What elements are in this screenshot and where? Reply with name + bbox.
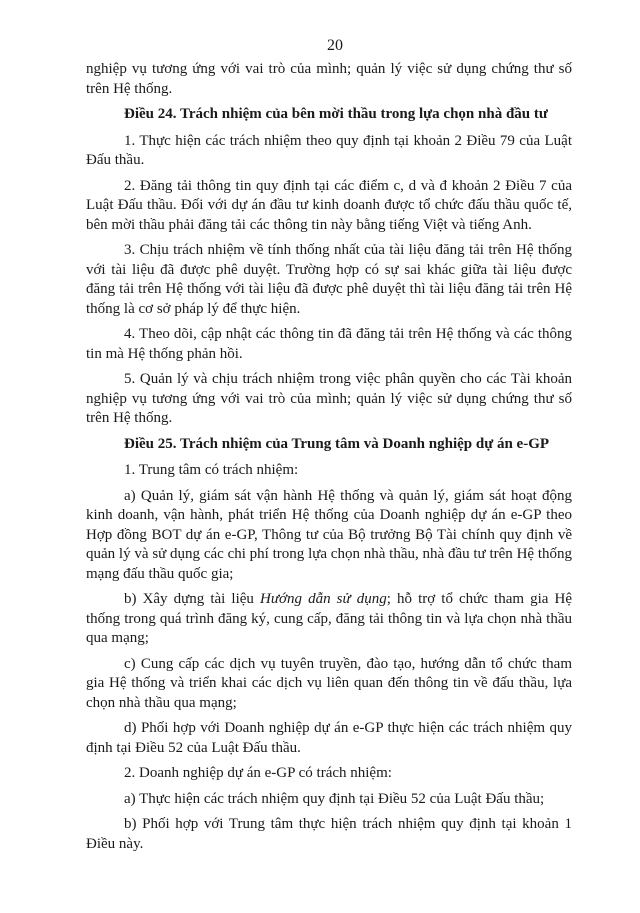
- article-24-item-5: 5. Quản lý và chịu trách nhiệm trong việc phân quyền cho các Tài khoản nghiệp vụ tương ứng với vai trò của mình; quản lý việc sử dụng chứng thư số trên Hệ thống.: [86, 371, 572, 426]
- article-25-center-a: a) Quản lý, giám sát vận hành Hệ thống và quản lý, giám sát hoạt động kinh doanh, vận hành, phát triển Hệ thống của Doanh nghiệp dự án e-GP theo Hợp đồng BOT dự án e-GP, Thông tư của Bộ trưởng Bộ Tài chính quy định về quản lý và sử dụng các chi phí trong lựa chọn nhà thầu, nhà đầu tư trên Hệ thống mạng đấu thầu quốc gia;: [86, 487, 572, 582]
- page-number: 20: [327, 37, 343, 54]
- center-b-text-post: ; hỗ trợ tổ chức tham gia Hệ thống trong quá trình đăng ký, cung cấp, đăng tải thông tin và lựa chọn nhà thầu qua mạng;: [86, 591, 573, 646]
- article-25-center-b: [86, 590, 572, 649]
- article-25-center-intro: 1. Trung tâm có trách nhiệm:: [124, 462, 299, 478]
- article-25-enterprise-intro: 2. Doanh nghiệp dự án e-GP có trách nhiệm:: [124, 765, 392, 781]
- article-24-item-3: 3. Chịu trách nhiệm về tính thống nhất của tài liệu đăng tải trên Hệ thống với tài liệu đã được phê duyệt. Trường hợp có sự sai khác giữa tài liệu được đăng tải trên Hệ thống với tài liệu đã được phê duyệt thì tài liệu đăng tải trên Hệ thống là cơ sở pháp lý để thực hiện.: [86, 242, 572, 317]
- article-24-item-2: 2. Đăng tải thông tin quy định tại các điểm c, d và đ khoản 2 Điều 7 của Luật Đấu thầu. Đối với dự án đầu tư kinh doanh được tổ chức đấu thầu quốc tế, bên mời thầu phải đăng tải các thông tin này bằng tiếng Việt và tiếng Anh.: [86, 177, 572, 233]
- user-guide-title: Hướng dẫn sử dụng: [260, 591, 387, 607]
- article-24-item-4: 4. Theo dõi, cập nhật các thông tin đã đăng tải trên Hệ thống và các thông tin mà Hệ thống phản hồi.: [86, 326, 572, 362]
- center-b-text-pre: b) Xây dựng tài liệu: [124, 591, 260, 607]
- article-24-item-1: 1. Thực hiện các trách nhiệm theo quy định tại khoản 2 Điều 79 của Luật Đấu thầu.: [86, 132, 572, 168]
- carryover-paragraph: nghiệp vụ tương ứng với vai trò của mình; quản lý việc sử dụng chứng thư số trên Hệ thống.: [86, 61, 572, 97]
- article-25-enterprise-a: a) Thực hiện các trách nhiệm quy định tại Điều 52 của Luật Đấu thầu;: [124, 790, 545, 807]
- document-page: [86, 36, 572, 860]
- article-24-heading: Điều 24. Trách nhiệm của bên mời thầu trong lựa chọn nhà đầu tư: [124, 106, 548, 122]
- article-25-center-c: c) Cung cấp các dịch vụ tuyên truyền, đào tạo, hướng dẫn tổ chức tham gia Hệ thống và triển khai các dịch vụ liên quan đến thông tin về đấu thầu, lựa chọn nhà thầu qua mạng;: [86, 655, 572, 711]
- article-25-enterprise-b: b) Phối hợp với Trung tâm thực hiện trách nhiệm quy định tại khoản 1 Điều này.: [86, 816, 572, 852]
- article-25-center-d: d) Phối hợp với Doanh nghiệp dự án e-GP thực hiện các trách nhiệm quy định tại Điều 52 của Luật Đấu thầu.: [86, 720, 572, 756]
- article-25-heading: Điều 25. Trách nhiệm của Trung tâm và Doanh nghiệp dự án e-GP: [124, 435, 550, 452]
